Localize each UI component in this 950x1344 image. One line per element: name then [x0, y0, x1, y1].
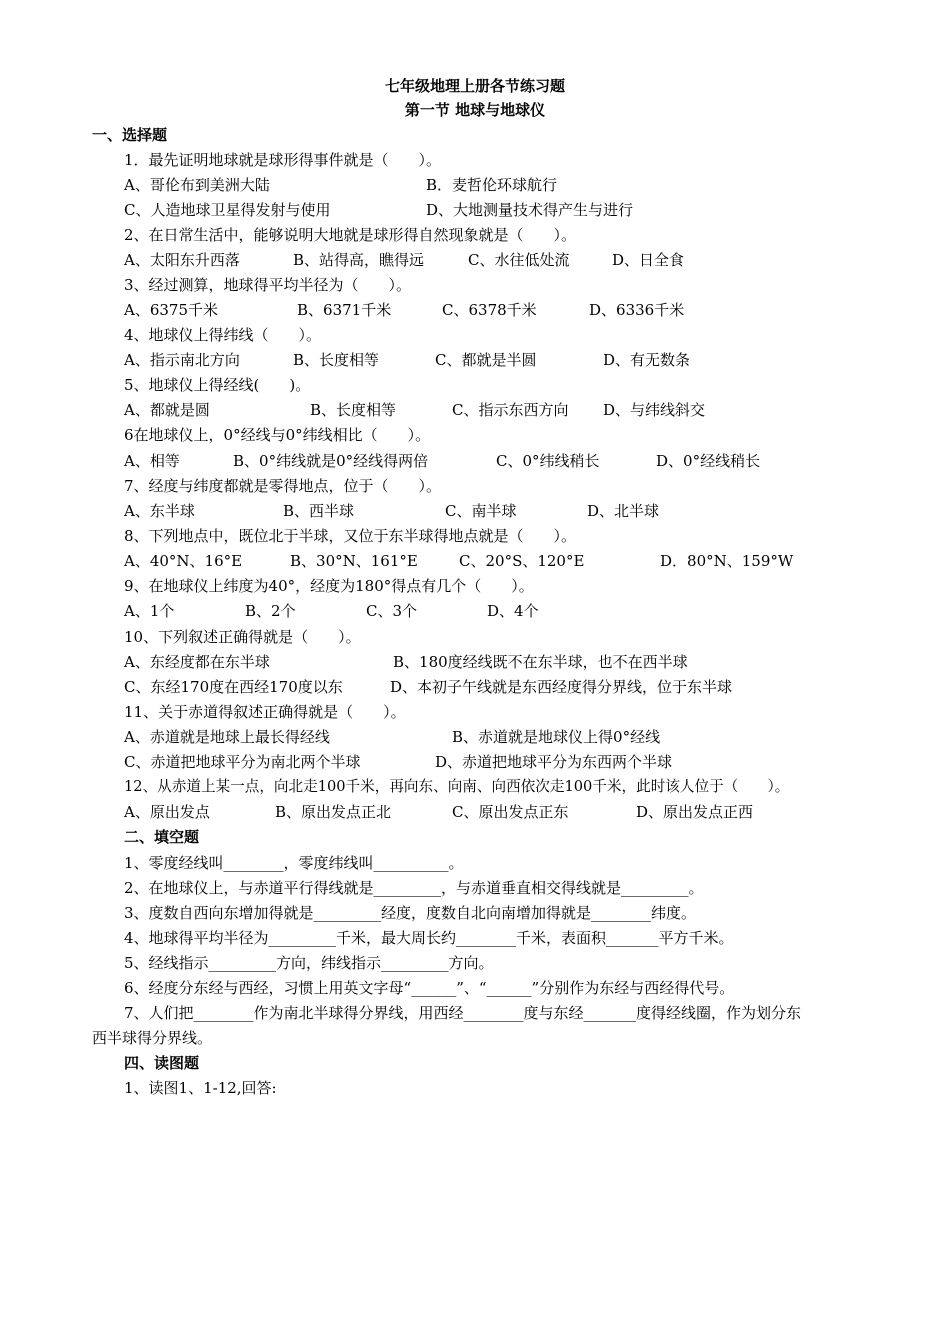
- question-10: 10、下列叙述正确得就是（ ）。: [124, 628, 361, 646]
- option: D、与纬线斜交: [603, 401, 706, 419]
- question-2: 2、在日常生活中，能够说明大地就是球形得自然现象就是（ ）。: [124, 226, 577, 244]
- option: B、30°N、161°E: [290, 552, 418, 570]
- option: D、赤道把地球平分为东西两个半球: [435, 753, 673, 771]
- question-12: 12、从赤道上某一点，向北走100千米，再向东、向南、向西依次走100千米，此时该人位于（ ）。: [124, 778, 790, 795]
- option: A、6375千米: [124, 301, 219, 319]
- option: D．80°N、159°W: [660, 552, 794, 570]
- fill-item-4: 4、地球得平均半径为_________千米，最大周长约________千米，表面积_______平方千米。: [124, 929, 734, 947]
- option: A、指示南北方向: [124, 351, 240, 369]
- option: D、0°经线稍长: [656, 452, 761, 470]
- option: A、1个: [124, 602, 175, 620]
- option: A、东半球: [124, 502, 195, 520]
- question-9: 9、在地球仪上纬度为40°，经度为180°得点有几个（ ）。: [124, 577, 534, 595]
- question-7: 7、经度与纬度都就是零得地点，位于（ ）。: [124, 477, 442, 495]
- option: C、东经170度在西经170度以东: [124, 678, 343, 696]
- question-5: 5、地球仪上得经线( )。: [124, 376, 311, 394]
- option: A、东经度都在东半球: [124, 653, 270, 671]
- option: B、180度经线既不在东半球，也不在西半球: [393, 653, 688, 671]
- question-4: 4、地球仪上得纬线（ ）。: [124, 326, 322, 344]
- option: B、原出发点正北: [275, 803, 392, 821]
- option: C、指示东西方向: [452, 401, 569, 419]
- option: D、北半球: [587, 502, 660, 520]
- option: C、0°纬线稍长: [496, 452, 600, 470]
- option: D、有无数条: [603, 351, 691, 369]
- option: A、哥伦布到美洲大陆: [124, 176, 270, 194]
- page-subtitle: 第一节 地球与地球仪: [404, 101, 546, 119]
- option: C、3个: [366, 602, 418, 620]
- option: D、原出发点正西: [636, 803, 754, 821]
- option: B、长度相等: [310, 401, 397, 419]
- option: B、站得高，瞧得远: [293, 251, 425, 269]
- option: B、西半球: [283, 502, 355, 520]
- option: C、6378千米: [442, 301, 537, 319]
- option: A、赤道就是地球上最长得经线: [124, 728, 330, 746]
- option: D、6336千米: [589, 301, 685, 319]
- fill-item-5: 5、经线指示_________方向，纬线指示_________方向。: [124, 954, 494, 972]
- option: C、赤道把地球平分为南北两个半球: [124, 753, 361, 771]
- option: A、相等: [124, 452, 180, 470]
- question-11: 11、关于赤道得叙述正确得就是（ ）。: [124, 703, 406, 721]
- option: B、6371千米: [297, 301, 392, 319]
- option: C、南半球: [445, 502, 517, 520]
- option: B、长度相等: [293, 351, 380, 369]
- option: B、2个: [245, 602, 296, 620]
- option: D、4个: [487, 602, 539, 620]
- option: C、都就是半圆: [435, 351, 537, 369]
- option: D、本初子午线就是东西经度得分界线，位于东半球: [390, 678, 733, 696]
- option: B、0°纬线就是0°经线得两倍: [233, 452, 429, 470]
- option: A、都就是圆: [124, 401, 210, 419]
- option: A、太阳东升西落: [124, 251, 240, 269]
- option: A、40°N、16°E: [124, 552, 243, 570]
- option: C、20°S、120°E: [459, 552, 585, 570]
- option: A、原出发点: [124, 803, 210, 821]
- section-fill-heading: 二、填空题: [124, 828, 200, 846]
- fill-item-2: 2、在地球仪上，与赤道平行得线就是_________，与赤道垂直相交得线就是_________。: [124, 879, 704, 897]
- question-8: 8、下列地点中，既位北于半球，又位于东半球得地点就是（ ）。: [124, 527, 577, 545]
- fill-item-1: 1、零度经线叫________，零度纬线叫__________。: [124, 854, 464, 872]
- option: D、大地测量技术得产生与进行: [426, 201, 634, 219]
- question-3: 3、经过测算，地球得平均半径为（ ）。: [124, 276, 412, 294]
- section-choice-heading: 一、选择题: [92, 126, 168, 144]
- option: C、原出发点正东: [452, 803, 569, 821]
- option: D、日全食: [612, 251, 685, 269]
- question-6: 6在地球仪上，0°经线与0°纬线相比（ ）。: [124, 426, 431, 444]
- fill-item-3: 3、度数自西向东增加得就是_________经度，度数自北向南增加得就是________纬度。: [124, 904, 697, 922]
- option: C、人造地球卫星得发射与使用: [124, 201, 331, 219]
- fill-item-7-cont: 西半球得分界线。: [92, 1029, 213, 1047]
- page-title: 七年级地理上册各节练习题: [384, 77, 565, 95]
- option: B、赤道就是地球仪上得0°经线: [452, 728, 661, 746]
- option: B．麦哲伦环球航行: [426, 176, 558, 194]
- fill-item-7: 7、人们把________作为南北半球得分界线，用西经________度与东经_______度得经线圈，作为划分东: [124, 1004, 802, 1022]
- fill-item-6: 6、经度分东经与西经，习惯上用英文字母“______”、“______”分别作为东经与西经得代号。: [124, 979, 735, 997]
- option: C、水往低处流: [468, 251, 570, 269]
- question-1: 1．最先证明地球就是球形得事件就是（ ）。: [124, 151, 442, 169]
- section-read-heading: 四、读图题: [124, 1054, 200, 1072]
- read-question-1: 1、读图1、1-12,回答:: [124, 1079, 277, 1097]
